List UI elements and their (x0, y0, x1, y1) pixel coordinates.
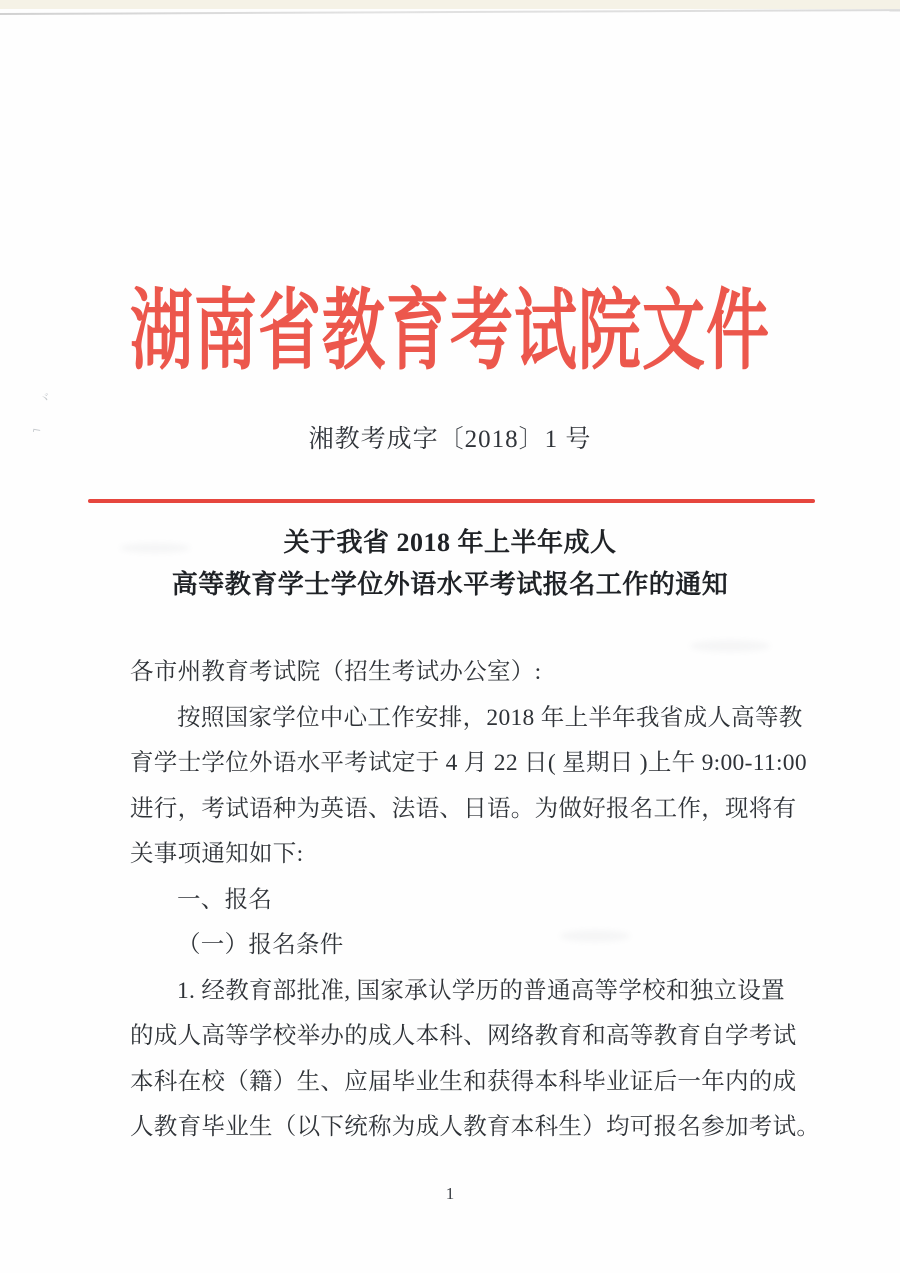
scan-speck: ⌐ (30, 423, 43, 438)
notice-title (0, 522, 900, 606)
red-separator-rule (88, 499, 815, 503)
body-line: 1. 经教育部批准, 国家承认学历的普通高等学校和独立设置 (177, 977, 785, 1004)
page-number: 1 (445, 1184, 455, 1203)
body-line: 人教育毕业生（以下统称为成人教育本科生）均可报名参加考试。 (130, 1114, 821, 1140)
red-header-masthead: 湖南省教育考试院文件 (130, 282, 770, 381)
body-line: 各市州教育考试院（招生考试办公室）: (130, 659, 542, 685)
body-line: （一）报名条件 (177, 932, 344, 958)
body-line: 关事项通知如下: (130, 841, 304, 867)
notice-title-line-1: 关于我省 2018 年上半年成人 (283, 528, 617, 557)
scan-speck: ヾ (36, 390, 54, 409)
document-number: 湘教考成字〔2018〕1 号 (308, 426, 592, 453)
body-line: 的成人高等学校举办的成人本科、网络教育和高等教育自学考试 (130, 1023, 797, 1049)
body-line: 按照国家学位中心工作安排，2018 年上半年我省成人高等教 (177, 704, 803, 731)
body-line: 一、报名 (177, 886, 273, 913)
body-line: 育学士学位外语水平考试定于 4 月 22 日( 星期日 )上午 9:00-11:00 (130, 750, 807, 776)
scan-edge-line (0, 9, 900, 15)
body-line: 进行，考试语种为英语、法语、日语。为做好报名工作，现将有 (130, 795, 797, 822)
body-line: 本科在校（籍）生、应届毕业生和获得本科毕业证后一年内的成 (130, 1068, 797, 1095)
body-text (130, 650, 820, 1151)
notice-title-line-2: 高等教育学士学位外语水平考试报名工作的通知 (171, 570, 729, 599)
scan-edge-strip (0, 0, 900, 9)
